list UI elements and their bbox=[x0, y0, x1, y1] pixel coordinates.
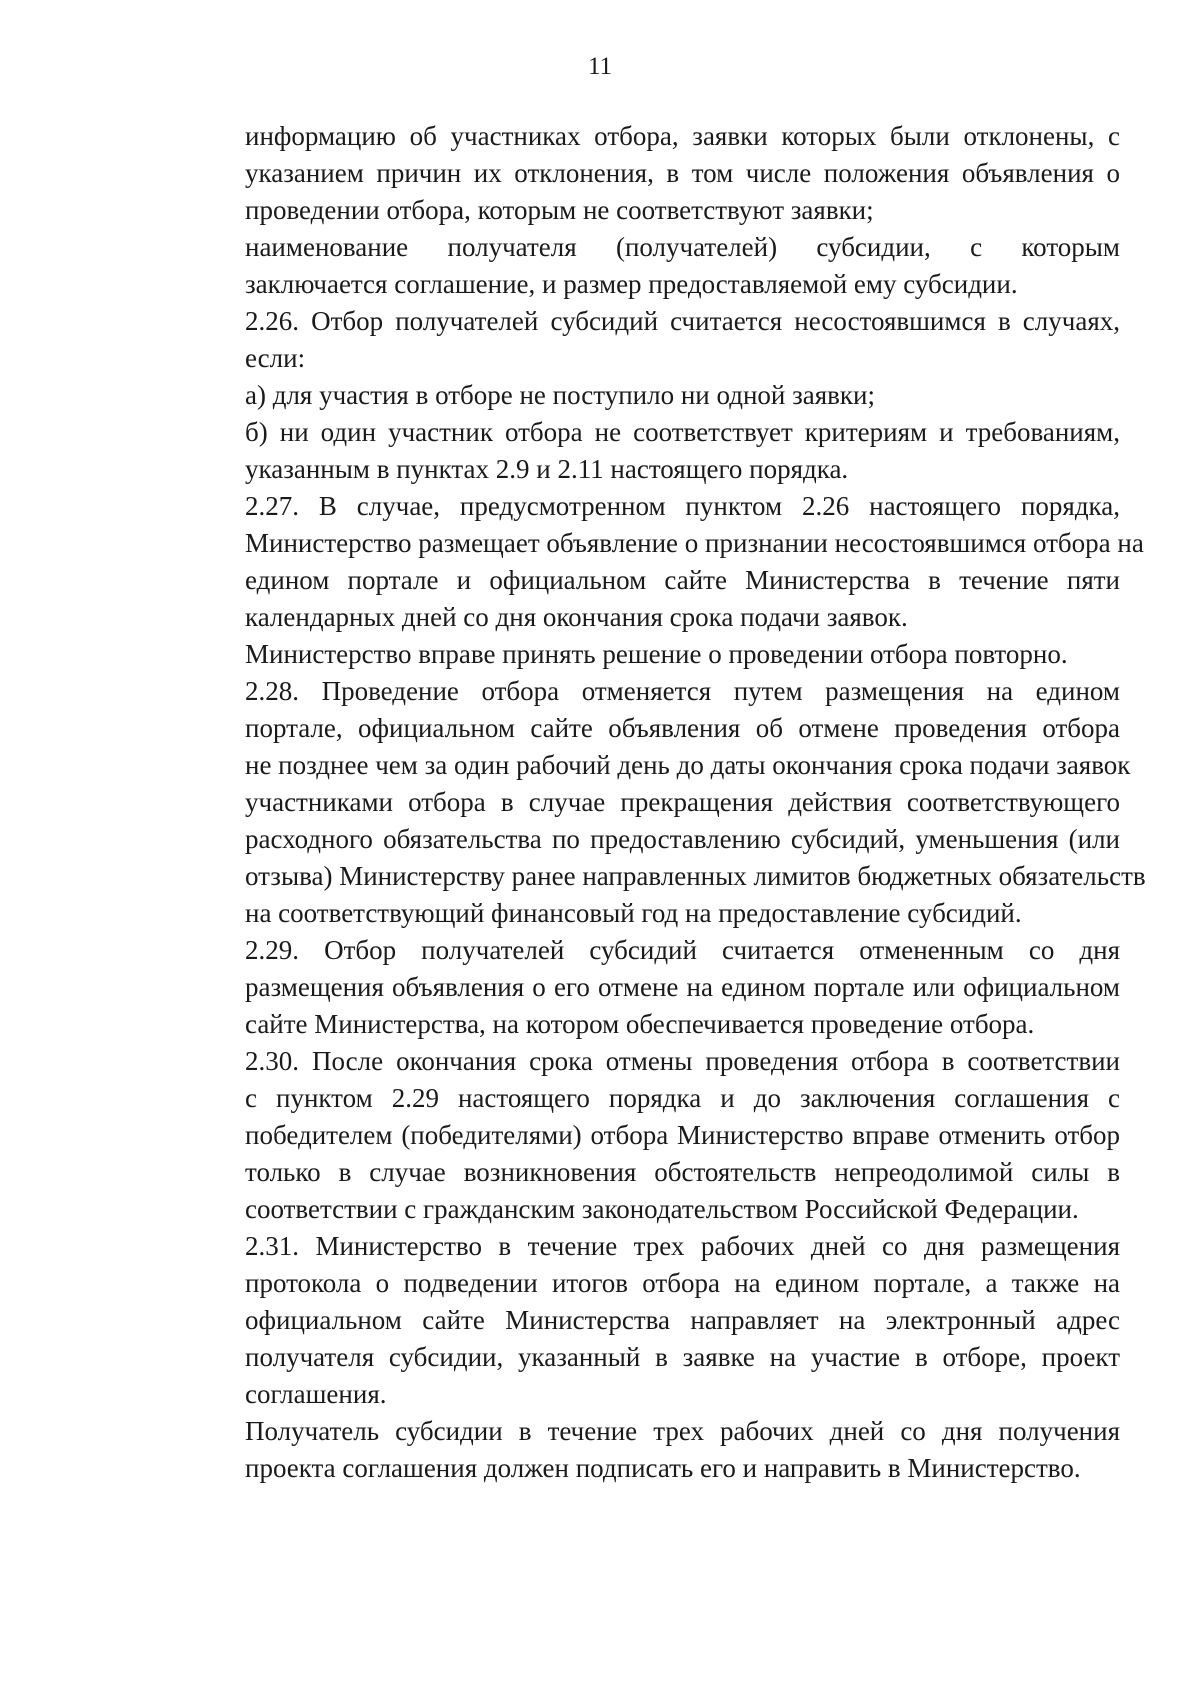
text-line: заключается соглашение, и размер предоставляемой ему субсидии. bbox=[245, 269, 1018, 299]
text-line: Министерство вправе принять решение о проведении отбора повторно. bbox=[245, 639, 1068, 669]
text-line: протокола о подведении итогов отбора на едином портале, а также на bbox=[245, 1268, 1120, 1298]
text-line: 2.30. После окончания срока отмены проведения отбора в соответствии bbox=[245, 1046, 1120, 1076]
text-line: указанием причин их отклонения, в том числе положения объявления о bbox=[245, 158, 1120, 188]
text-line: 2.29. Отбор получателей субсидий считается отмененным со дня bbox=[245, 935, 1120, 965]
paragraph-repeat-selection bbox=[173, 636, 1120, 673]
text-line: едином портале и официальном сайте Министерства в течение пяти bbox=[245, 565, 1120, 595]
text-line: 2.26. Отбор получателей субсидий считается несостоявшимся в случаях, bbox=[245, 306, 1120, 336]
paragraph-item-a bbox=[173, 377, 1120, 414]
text-line: размещения объявления о его отмене на едином портале или официальном bbox=[245, 972, 1120, 1002]
text-line: 2.27. В случае, предусмотренном пунктом 2.26 настоящего порядка, bbox=[245, 491, 1120, 521]
text-line: только в случае возникновения обстоятельств непреодолимой силы в bbox=[245, 1157, 1120, 1187]
text-line: соответствии с гражданским законодательством Российской Федерации. bbox=[245, 1194, 1079, 1224]
text-line: проведении отбора, которым не соответствуют заявки; bbox=[245, 195, 874, 225]
text-line: официальном сайте Министерства направляет на электронный адрес bbox=[245, 1305, 1120, 1335]
paragraph-2-26 bbox=[173, 303, 1120, 377]
text-line: Министерство размещает объявление о признании несостоявшимся отбора на bbox=[245, 528, 1144, 558]
text-line: 2.28. Проведение отбора отменяется путем размещения на едином bbox=[245, 676, 1120, 706]
text-line: получателя субсидии, указанный в заявке на участие в отборе, проект bbox=[245, 1342, 1120, 1372]
page-number: 11 bbox=[587, 53, 613, 80]
text-line: победителем (победителями) отбора Министерство вправе отменить отбор bbox=[245, 1120, 1120, 1150]
text-line: информацию об участниках отбора, заявки которых были отклонены, с bbox=[245, 121, 1120, 151]
text-line: наименование получателя (получателей) субсидии, с которым bbox=[245, 232, 1120, 262]
text-line: отзыва) Министерству ранее направленных лимитов бюджетных обязательств bbox=[245, 861, 1146, 891]
text-line: соглашения. bbox=[245, 1379, 387, 1409]
document-body bbox=[173, 118, 1146, 1487]
paragraph-rejected-participants bbox=[173, 118, 1120, 229]
text-line: 2.31. Министерство в течение трех рабочих дней со дня размещения bbox=[245, 1231, 1120, 1261]
text-line: сайте Министерства, на котором обеспечивается проведение отбора. bbox=[245, 1009, 1035, 1039]
text-line: расходного обязательства по предоставлению субсидий, уменьшения (или bbox=[245, 824, 1120, 854]
paragraph-2-30 bbox=[173, 1043, 1120, 1228]
paragraph-2-31 bbox=[173, 1228, 1120, 1413]
text-line: указанным в пунктах 2.9 и 2.11 настоящего порядка. bbox=[245, 454, 849, 484]
text-line: Получатель субсидии в течение трех рабочих дней со дня получения bbox=[245, 1416, 1120, 1446]
text-line: с пунктом 2.29 настоящего порядка и до заключения соглашения с bbox=[245, 1083, 1120, 1113]
text-line: если: bbox=[245, 343, 306, 373]
text-line: проекта соглашения должен подписать его и направить в Министерство. bbox=[245, 1453, 1081, 1483]
text-line: календарных дней со дня окончания срока подачи заявок. bbox=[245, 602, 908, 632]
paragraph-2-29 bbox=[173, 932, 1120, 1043]
paragraph-2-28 bbox=[173, 673, 1146, 932]
text-line: б) ни один участник отбора не соответствует критериям и требованиям, bbox=[245, 417, 1120, 447]
text-line: портале, официальном сайте объявления об отмене проведения отбора bbox=[245, 713, 1120, 743]
paragraph-item-b bbox=[173, 414, 1120, 488]
paragraph-recipient-signing bbox=[173, 1413, 1120, 1487]
paragraph-recipient-name bbox=[173, 229, 1120, 303]
text-line: не позднее чем за один рабочий день до даты окончания срока подачи заявок bbox=[245, 750, 1131, 780]
text-line: на соответствующий финансовый год на предоставление субсидий. bbox=[245, 898, 1022, 928]
text-line: а) для участия в отборе не поступило ни одной заявки; bbox=[245, 380, 875, 410]
text-line: участниками отбора в случае прекращения действия соответствующего bbox=[245, 787, 1120, 817]
paragraph-2-27 bbox=[173, 488, 1144, 636]
